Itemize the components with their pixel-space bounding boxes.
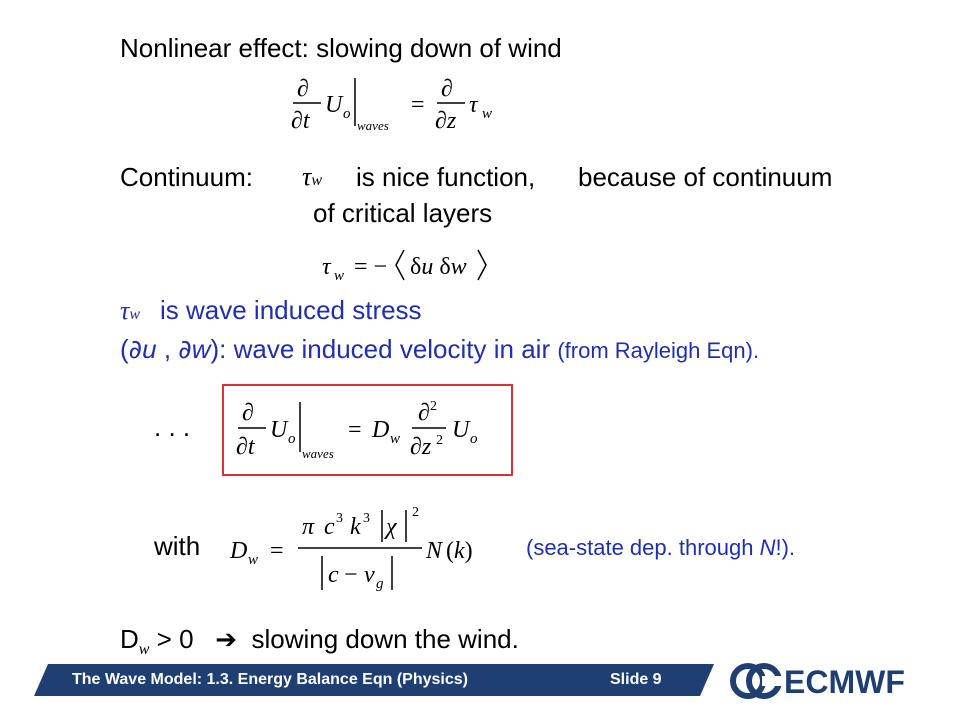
- svg-text:w: w: [390, 431, 401, 447]
- svg-text:2: 2: [430, 399, 437, 414]
- tau-w-symbol-1: τw: [302, 162, 322, 191]
- svg-text:δu δw: δu δw: [410, 254, 467, 280]
- svg-text:U: U: [270, 417, 288, 443]
- equation-2: [320, 242, 510, 288]
- svg-text:g: g: [376, 576, 384, 592]
- svg-text:o: o: [288, 431, 296, 447]
- svg-text:2: 2: [412, 505, 419, 520]
- svg-text:c: c: [324, 514, 335, 540]
- svg-text:3: 3: [363, 511, 370, 526]
- svg-text:χ: χ: [386, 514, 397, 540]
- eq1-sub-waves: waves: [357, 118, 389, 133]
- svg-text:∂: ∂: [418, 400, 430, 426]
- svg-text:3: 3: [336, 511, 343, 526]
- right-arrow-icon: ➔: [215, 625, 238, 655]
- eq3-sub-waves: waves: [302, 446, 334, 461]
- svg-text:o: o: [470, 431, 478, 447]
- eq1-sub-o: o: [343, 106, 351, 122]
- svg-text:π: π: [302, 514, 315, 540]
- footer-title: The Wave Model: 1.3. Energy Balance Eqn (Physics): [72, 671, 468, 688]
- slide-title: Nonlinear effect: slowing down of wind: [120, 33, 562, 63]
- svg-text:∂: ∂: [242, 400, 254, 426]
- svg-text:U: U: [452, 417, 470, 443]
- tau-w-symbol-2: τw: [120, 296, 140, 325]
- svg-text:D: D: [230, 538, 248, 564]
- sea-state-note: (sea-state dep. through N!).: [526, 535, 796, 560]
- svg-text:2: 2: [436, 433, 443, 448]
- svg-text:∂: ∂: [441, 76, 453, 102]
- svg-text:= −: = −: [354, 254, 388, 280]
- svg-text:ECMWF: ECMWF: [784, 664, 905, 700]
- svg-text:D: D: [372, 417, 390, 443]
- continuum-text-1: is nice function,: [356, 162, 536, 192]
- equation-1: [285, 70, 505, 140]
- svg-text:∂z: ∂z: [410, 434, 432, 460]
- svg-text:w: w: [482, 106, 493, 122]
- slide-number: Slide 9: [610, 671, 662, 688]
- equation-4: [226, 500, 506, 596]
- ellipsis: . . .: [154, 412, 191, 442]
- svg-text:N: N: [426, 538, 443, 564]
- svg-text:w: w: [334, 268, 345, 284]
- svg-text:k: k: [350, 514, 361, 540]
- continuum-label: Continuum:: [120, 162, 253, 192]
- eq1-partial-num: ∂: [297, 76, 309, 102]
- continuum-text-2: because of continuum: [578, 162, 833, 192]
- svg-text:∂z: ∂z: [435, 108, 457, 134]
- eq1-partial-den: ∂t: [291, 108, 310, 134]
- svg-text:τ: τ: [322, 254, 331, 280]
- svg-text:w: w: [248, 552, 259, 568]
- continuum-text-3: of critical layers: [313, 198, 493, 228]
- eq1-U: U: [325, 92, 343, 118]
- conclusion: $D_w > 0$ ➔ slowing down the wind.: [120, 624, 519, 658]
- tau-definition: is wave induced stress: [160, 295, 422, 325]
- equation-3: [232, 392, 507, 468]
- velocity-line: (∂u , ∂w): wave induced velocity in air (from Rayleigh Eqn).: [120, 334, 760, 365]
- svg-text:(k): (k): [446, 538, 473, 564]
- svg-text:c: c: [328, 562, 339, 588]
- eq1-tau: τ: [469, 92, 478, 118]
- svg-text:=: =: [348, 417, 362, 443]
- svg-text:=: =: [270, 538, 284, 564]
- svg-text:v: v: [364, 562, 375, 588]
- ecmwf-logo: [728, 660, 918, 702]
- with-label: with: [154, 531, 201, 561]
- svg-text:−: −: [344, 562, 358, 588]
- svg-text:∂t: ∂t: [236, 434, 255, 460]
- eq1-equals: =: [411, 92, 425, 118]
